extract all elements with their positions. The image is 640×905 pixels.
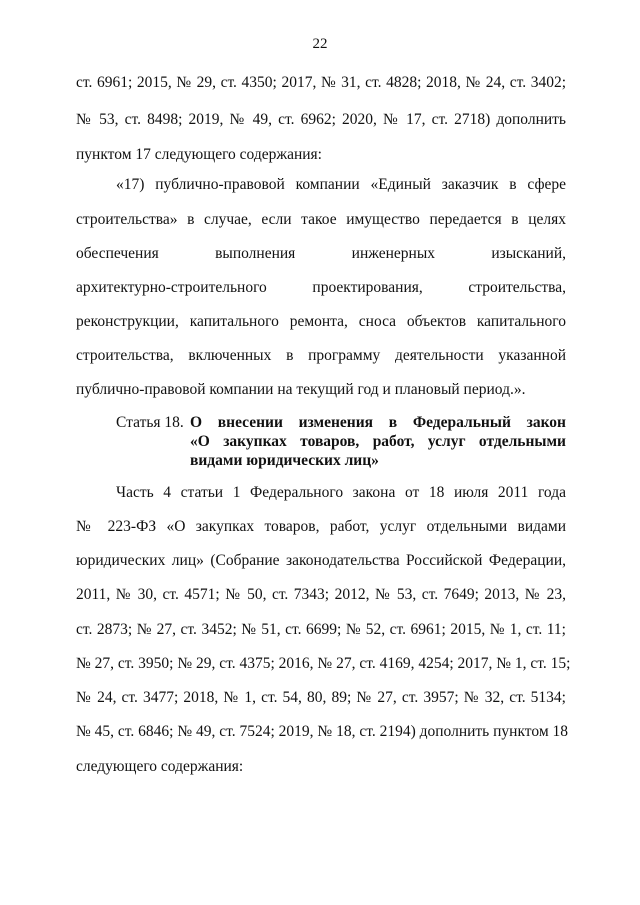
- text-line: № 24, ст. 3477; 2018, № 1, ст. 54, 80, 89; № 27, ст. 3957; № 32, ст. 5134;: [76, 689, 566, 706]
- text-line: обеспечения выполнения инженерных изысканий,: [76, 245, 566, 262]
- text-line: № 45, ст. 6846; № 49, ст. 7524; 2019, № 18, ст. 2194) дополнить пунктом 18: [76, 723, 568, 740]
- text-line: следующего содержания:: [76, 758, 244, 775]
- text-line: ст. 6961; 2015, № 29, ст. 4350; 2017, № 31, ст. 4828; 2018, № 24, ст. 3402;: [76, 74, 566, 91]
- article-label: Статья 18.: [116, 414, 184, 431]
- text-line: реконструкции, капитального ремонта, сноса объектов капитального: [76, 313, 566, 330]
- text-line: архитектурно-строительного проектирования, строительства,: [76, 279, 566, 296]
- text-line: строительства» в случае, если такое имущество передается в целях: [76, 211, 566, 228]
- article-title-line: «О закупках товаров, работ, услуг отдельными: [190, 433, 566, 450]
- text-line: № 27, ст. 3950; № 29, ст. 4375; 2016, № 27, ст. 4169, 4254; 2017, № 1, ст. 15;: [76, 655, 571, 672]
- text-line: строительства, включенных в программу деятельности указанной: [76, 347, 566, 364]
- article-title-line: видами юридических лиц»: [190, 452, 379, 469]
- text-line: публично-правовой компании на текущий год и плановый период.».: [76, 381, 526, 398]
- text-line: 2011, № 30, ст. 4571; № 50, ст. 7343; 2012, № 53, ст. 7649; 2013, № 23,: [76, 586, 566, 603]
- text-line: ст. 2873; № 27, ст. 3452; № 51, ст. 6699; № 52, ст. 6961; 2015, № 1, ст. 11;: [76, 621, 566, 638]
- text-line: «17) публично-правовой компании «Единый заказчик в сфере: [116, 176, 566, 193]
- article-title-line: О внесении изменения в Федеральный закон: [190, 414, 566, 431]
- text-line: № 223-ФЗ «О закупках товаров, работ, услуг отдельными видами: [76, 518, 566, 535]
- page-number: 22: [312, 36, 328, 52]
- text-line: пунктом 17 следующего содержания:: [76, 146, 322, 163]
- text-line: Часть 4 статьи 1 Федерального закона от 18 июля 2011 года: [116, 484, 566, 501]
- text-line: юридических лиц» (Собрание законодательства Российской Федерации,: [76, 552, 566, 569]
- text-line: № 53, ст. 8498; 2019, № 49, ст. 6962; 2020, № 17, ст. 2718) дополнить: [76, 111, 566, 128]
